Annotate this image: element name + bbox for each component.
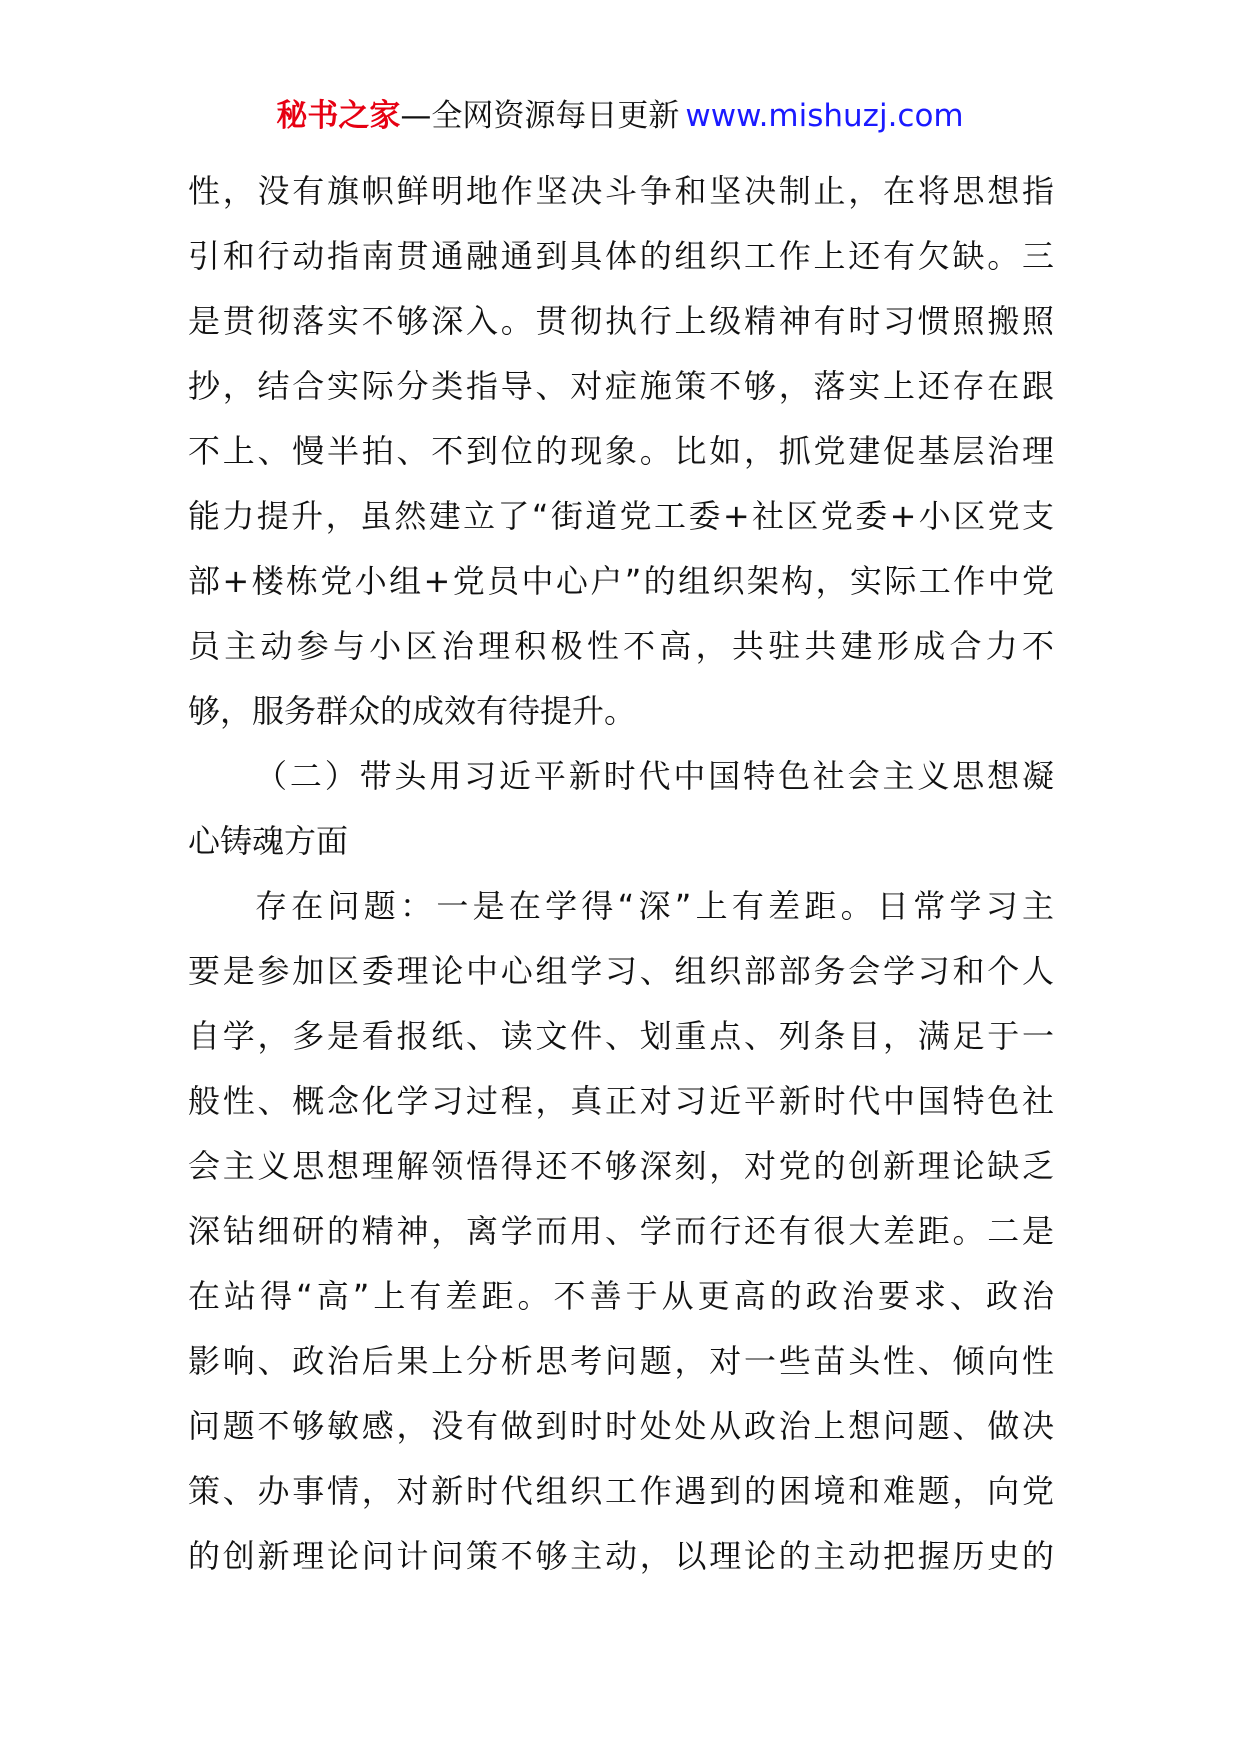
text-line: 不上、慢半拍、不到位的现象。比如，抓党建促基层治理: [188, 432, 1054, 470]
text-line: 性，没有旗帜鲜明地作坚决斗争和坚决制止，在将思想指: [188, 172, 1054, 210]
text-line: 是贯彻落实不够深入。贯彻执行上级精神有时习惯照搬照: [188, 302, 1054, 340]
text-line: 般性、概念化学习过程，真正对习近平新时代中国特色社: [188, 1082, 1054, 1120]
site-brand: 秘书之家: [276, 98, 401, 134]
site-header: [0, 96, 1240, 136]
section-heading-cont: 心铸魂方面: [188, 822, 349, 860]
text-line: 要是参加区委理论中心组学习、组织部部务会学习和个人: [188, 952, 1054, 990]
text-line: 会主义思想理解领悟得还不够深刻，对党的创新理论缺乏: [188, 1147, 1054, 1185]
text-line: 够，服务群众的成效有待提升。: [188, 692, 637, 730]
text-line: 深钻细研的精神，离学而用、学而行还有很大差距。二是: [188, 1212, 1054, 1250]
text-line: 能力提升，虽然建立了“街道党工委+社区党委+小区党支: [188, 497, 1054, 535]
text-line: 在站得“高”上有差距。不善于从更高的政治要求、政治: [188, 1277, 1054, 1315]
text-line: 存在问题：一是在学得“深”上有差距。日常学习主: [255, 887, 1054, 925]
text-line: 自学，多是看报纸、读文件、划重点、列条目，满足于一: [188, 1017, 1054, 1055]
section-heading: （二）带头用习近平新时代中国特色社会主义思想凝: [255, 757, 1054, 795]
text-line: 员主动参与小区治理积极性不高，共驻共建形成合力不: [188, 627, 1054, 665]
document-body: [188, 159, 1054, 1589]
text-line: 问题不够敏感，没有做到时时处处从政治上想问题、做决: [188, 1407, 1054, 1445]
text-line: 影响、政治后果上分析思考问题，对一些苗头性、倾向性: [188, 1342, 1054, 1380]
text-line: 的创新理论问计问策不够主动，以理论的主动把握历史的: [188, 1537, 1054, 1575]
site-url: www.mishuzj.com: [685, 98, 964, 134]
text-line: 部+楼栋党小组+党员中心户”的组织架构，实际工作中党: [188, 562, 1054, 600]
site-tagline: —全网资源每日更新: [400, 98, 680, 134]
text-line: 引和行动指南贯通融通到具体的组织工作上还有欠缺。三: [188, 237, 1054, 275]
text-line: 策、办事情，对新时代组织工作遇到的困境和难题，向党: [188, 1472, 1054, 1510]
text-line: 抄，结合实际分类指导、对症施策不够，落实上还存在跟: [188, 367, 1054, 405]
